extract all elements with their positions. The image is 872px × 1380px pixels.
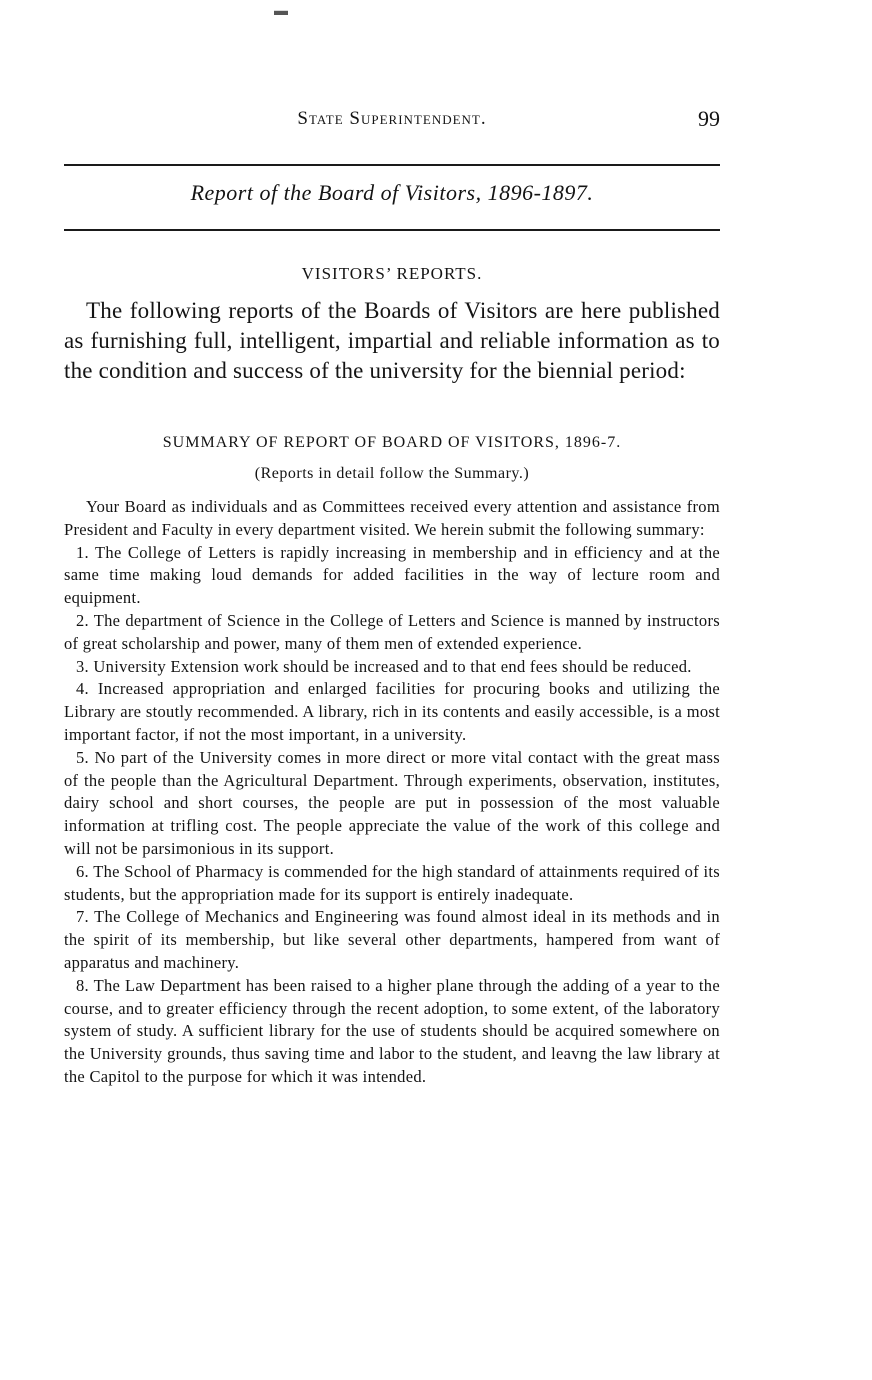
summary-item-3 <box>64 656 720 679</box>
summary-item-8 <box>64 975 720 1089</box>
running-head <box>64 108 720 138</box>
item-number: 2. <box>76 610 89 630</box>
item-number: 4. <box>76 679 89 699</box>
item-number: 6. <box>76 861 89 881</box>
summary-item-1 <box>64 542 720 610</box>
summary-heading: SUMMARY OF REPORT OF BOARD OF VISITORS, 1896-7. <box>162 434 622 451</box>
intro-paragraph <box>64 296 720 386</box>
item-number: 5. <box>76 747 89 767</box>
summary-body <box>64 496 720 1089</box>
summary-opening: Your Board as individuals and as Committees received every attention and assistance from President and Faculty in every department visited. We herein submit the following summary: <box>64 497 720 539</box>
bottom-rule <box>64 229 720 231</box>
report-title: Report of the Board of Visitors, 1896-1897. <box>190 180 594 205</box>
item-number: 7. <box>76 907 89 927</box>
item-text: University Extension work should be increased and to that end fees should be reduced. <box>93 656 692 676</box>
item-text: The College of Letters is rapidly increasing in membership and in efficiency and at the same time making loud demands for added facilities in the way of lecture room and equipment. <box>64 542 720 608</box>
item-text: The Law Department has been raised to a higher plane through the adding of a year to the course, and to greater efficiency through the recent adoption, to some extent, of the laboratory system of study. A sufficient library for the use of students should be acquired somewhere on the University grounds, thus saving time and labor to the student, and leavng the law library at the Capitol to the purpose for which it was intended. <box>64 975 720 1086</box>
item-text: Increased appropriation and enlarged facilities for procuring books and utilizing the Library are stoutly recommended. A library, rich in its contents and easily accessible, is a most important factor, if not the most important, in a university. <box>64 679 720 744</box>
summary-note: (Reports in detail follow the Summary.) <box>254 465 530 482</box>
item-text: The department of Science in the College of Letters and Science is manned by instructors of great scholarship and power, many of them men of extended experience. <box>64 610 720 653</box>
summary-item-5 <box>64 747 720 861</box>
summary-item-4 <box>64 678 720 746</box>
item-text: The School of Pharmacy is commended for the high standard of attainments required of its students, but the appropriation made for its support is entirely inadequate. <box>64 861 720 904</box>
item-number: 1. <box>76 542 89 562</box>
section-heading: VISITORS’ REPORTS. <box>301 264 483 283</box>
scan-speck: ▬ <box>274 4 288 19</box>
item-number: 8. <box>76 975 89 995</box>
item-number: 3. <box>76 656 89 676</box>
summary-item-7 <box>64 906 720 974</box>
summary-item-6 <box>64 861 720 907</box>
item-text: No part of the University comes in more direct or more vital contact with the great mass of the people than the Agricultural Department. Through experiments, observation, institutes, dairy school and short courses, the people are put in possession of the most valuable information at trifling cost. The people appreciate the value of the work of this college and will not be parsimonious in its support. <box>64 747 720 858</box>
page-number: 99 <box>698 106 720 131</box>
intro-text: The following reports of the Boards of Visitors are here published as furnishing full, intelligent, impartial and reliable information as to the condition and success of the university for the biennial period: <box>64 298 720 383</box>
running-title: State Superintendent. <box>297 108 487 129</box>
item-text: The College of Mechanics and Engineering was found almost ideal in its methods and in the spirit of its membership, but like several other departments, hampered from want of apparatus and machinery. <box>64 907 720 972</box>
top-rule <box>64 164 720 166</box>
summary-item-2 <box>64 610 720 656</box>
